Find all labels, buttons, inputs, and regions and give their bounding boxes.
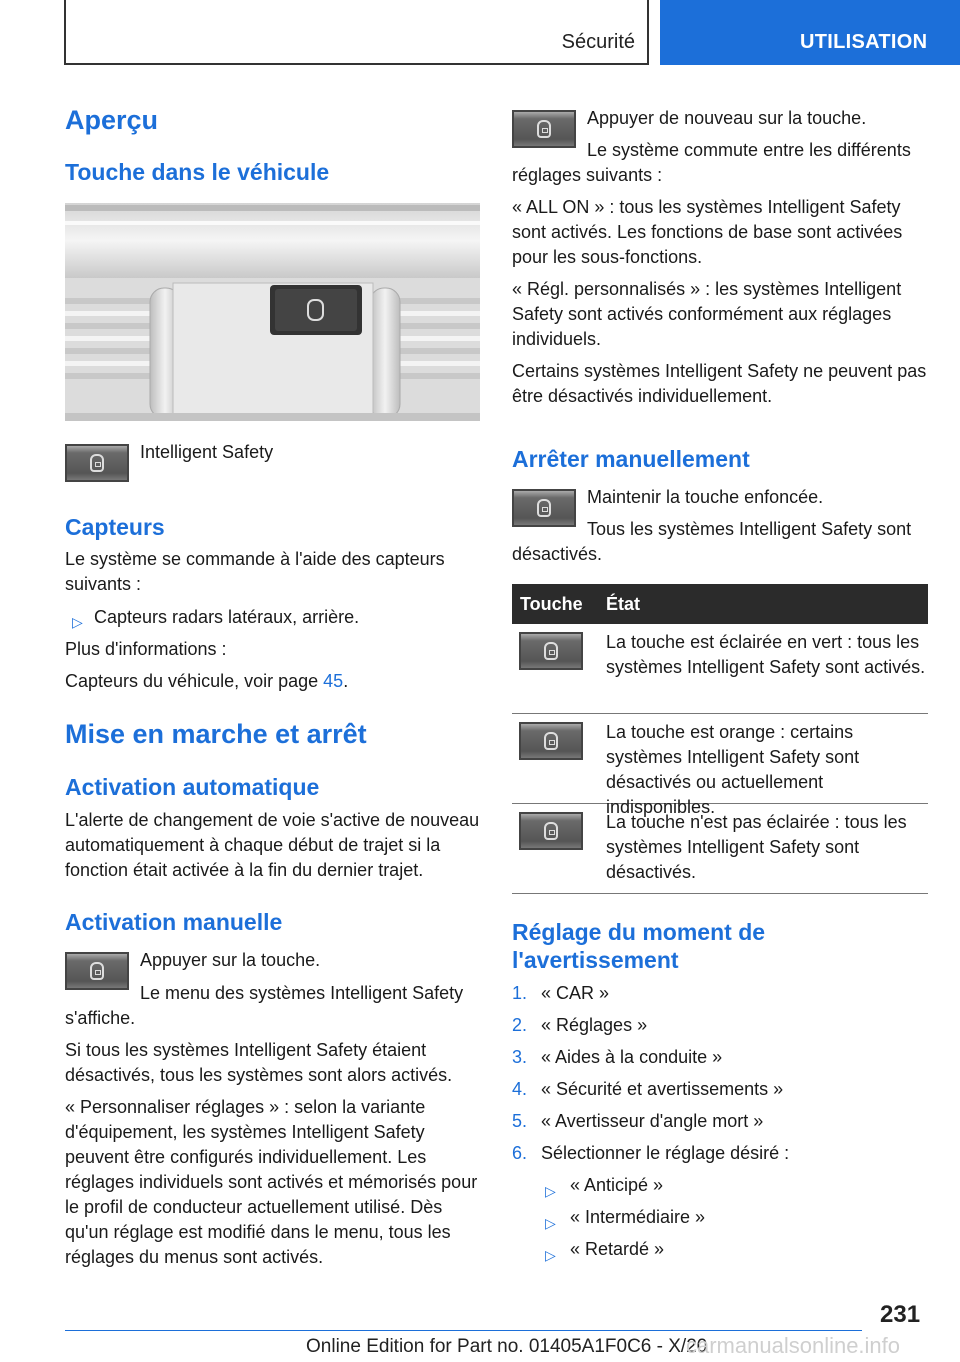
plus-info: Plus d'informations : <box>65 639 227 659</box>
arret-off: Tous les systèmes Intelligent Safety sont désactivés. <box>512 519 912 564</box>
table-row <box>512 624 928 714</box>
button-orange-icon <box>519 722 583 760</box>
step-number: 1. <box>512 983 528 1003</box>
header-section-box <box>64 0 649 65</box>
vehicle-button-photo <box>65 203 480 421</box>
step-text: « Aides à la conduite » <box>541 1047 723 1067</box>
step-text: « Réglages » <box>541 1015 648 1035</box>
button-off-icon <box>519 812 583 850</box>
step-number: 3. <box>512 1047 528 1067</box>
capteurs-item: Capteurs radars latéraux, arrière. <box>94 607 360 627</box>
option-text: « Intermédiaire » <box>570 1207 706 1227</box>
step-text: « Sécurité et avertissements » <box>541 1079 784 1099</box>
header-chapter: UTILISATION <box>800 31 928 53</box>
man-press: Appuyer sur la touche. <box>140 950 321 970</box>
touche-etat-table <box>512 584 928 894</box>
table-header-etat: État <box>606 594 641 614</box>
intelligent-safety-button-icon <box>65 444 129 482</box>
table-cell-etat: La touche est orange : certains systèmes Intelligent Safety sont désactivés ou actuellement indisponibles. <box>606 722 860 817</box>
option-text: « Anticipé » <box>570 1175 664 1195</box>
step-text: « Avertisseur d'angle mort » <box>541 1111 764 1131</box>
all-on-text: « ALL ON » : tous les systèmes Intelligent Safety sont activés. Les fonctions de base sont activées pour les sous-fonctions. <box>512 197 903 267</box>
header-chapter-tab <box>660 0 960 65</box>
page-link-45[interactable]: 45 <box>323 671 344 691</box>
title-mise-en-marche: Mise en marche et arrêt <box>65 719 367 749</box>
option-text: « Retardé » <box>570 1239 665 1259</box>
certains-text: Certains systèmes Intelligent Safety ne peuvent pas être désactivés individuellement. <box>512 361 927 406</box>
again-press: Appuyer de nouveau sur la touche. <box>587 108 867 128</box>
title-activation-manuelle: Activation manuelle <box>65 909 283 935</box>
man-menu: Le menu des systèmes Intelligent Safety s'affiche. <box>65 983 464 1028</box>
step-text: Sélectionner le réglage désiré : <box>541 1143 790 1163</box>
step-number: 2. <box>512 1015 528 1035</box>
bullet-triangle-icon: ▷ <box>545 1215 556 1231</box>
footer-divider <box>65 1330 862 1331</box>
title-reglage: Réglage du moment de l'avertissement <box>512 919 766 973</box>
title-touche-vehicule: Touche dans le véhicule <box>65 159 330 185</box>
arret-hold: Maintenir la touche enfoncée. <box>587 487 824 507</box>
table-cell-etat: La touche n'est pas éclairée : tous les systèmes Intelligent Safety sont désactivés. <box>606 812 907 882</box>
header-section: Sécurité <box>561 31 635 53</box>
auto-text: L'alerte de changement de voie s'active de nouveau automatiquement à chaque début de trajet si la fonction était activée à la fin du dernier trajet. <box>65 810 480 880</box>
step-number: 4. <box>512 1079 528 1099</box>
watermark: carmanualsonline.info <box>686 1333 901 1358</box>
table-row <box>512 804 928 894</box>
step-text: « CAR » <box>541 983 610 1003</box>
bullet-triangle-icon: ▷ <box>545 1183 556 1199</box>
perso-text: « Régl. personnalisés » : les systèmes Intelligent Safety sont activés conformément aux réglages individuels. <box>512 279 902 349</box>
bullet-triangle-icon: ▷ <box>545 1247 556 1263</box>
button-green-icon <box>519 632 583 670</box>
footer-edition: Online Edition for Part no. 01405A1F0C6 - X/20 <box>306 1336 708 1357</box>
capteurs-reference: Capteurs du véhicule, voir page 45. <box>65 671 349 691</box>
table-cell-etat: La touche est éclairée en vert : tous les systèmes Intelligent Safety sont activés. <box>606 632 926 677</box>
title-capteurs: Capteurs <box>65 514 165 540</box>
title-arreter: Arrêter manuellement <box>512 446 750 472</box>
table-header-touche: Touche <box>520 594 583 614</box>
man-p2: « Personnaliser réglages » : selon la variante d'équipement, les systèmes Intelligent Safety peuvent être configurés individuellement. Les réglages individuels sont activés et mémorisés pour le profil de conducteur actuellement utilisé. Dès qu'un réglage est modifié dans le menu, tous les réglages du menus sont activés. <box>65 1097 478 1267</box>
step-number: 6. <box>512 1143 528 1163</box>
title-apercu: Aperçu <box>65 105 159 135</box>
man-p1: Si tous les systèmes Intelligent Safety étaient désactivés, tous les systèmes sont alors activés. <box>65 1040 453 1085</box>
capteurs-text: Le système se commande à l'aide des capteurs suivants : <box>65 549 445 594</box>
caption-intelligent-safety: Intelligent Safety <box>140 442 274 462</box>
page-number: 231 <box>880 1301 921 1328</box>
step-number: 5. <box>512 1111 528 1131</box>
again-switch: Le système commute entre les différents réglages suivants : <box>512 140 911 185</box>
table-row <box>512 714 928 817</box>
bullet-triangle-icon: ▷ <box>72 614 83 630</box>
table-header <box>512 584 928 624</box>
title-activation-auto: Activation automatique <box>65 774 320 800</box>
vehicle-photo-svg <box>65 203 480 421</box>
